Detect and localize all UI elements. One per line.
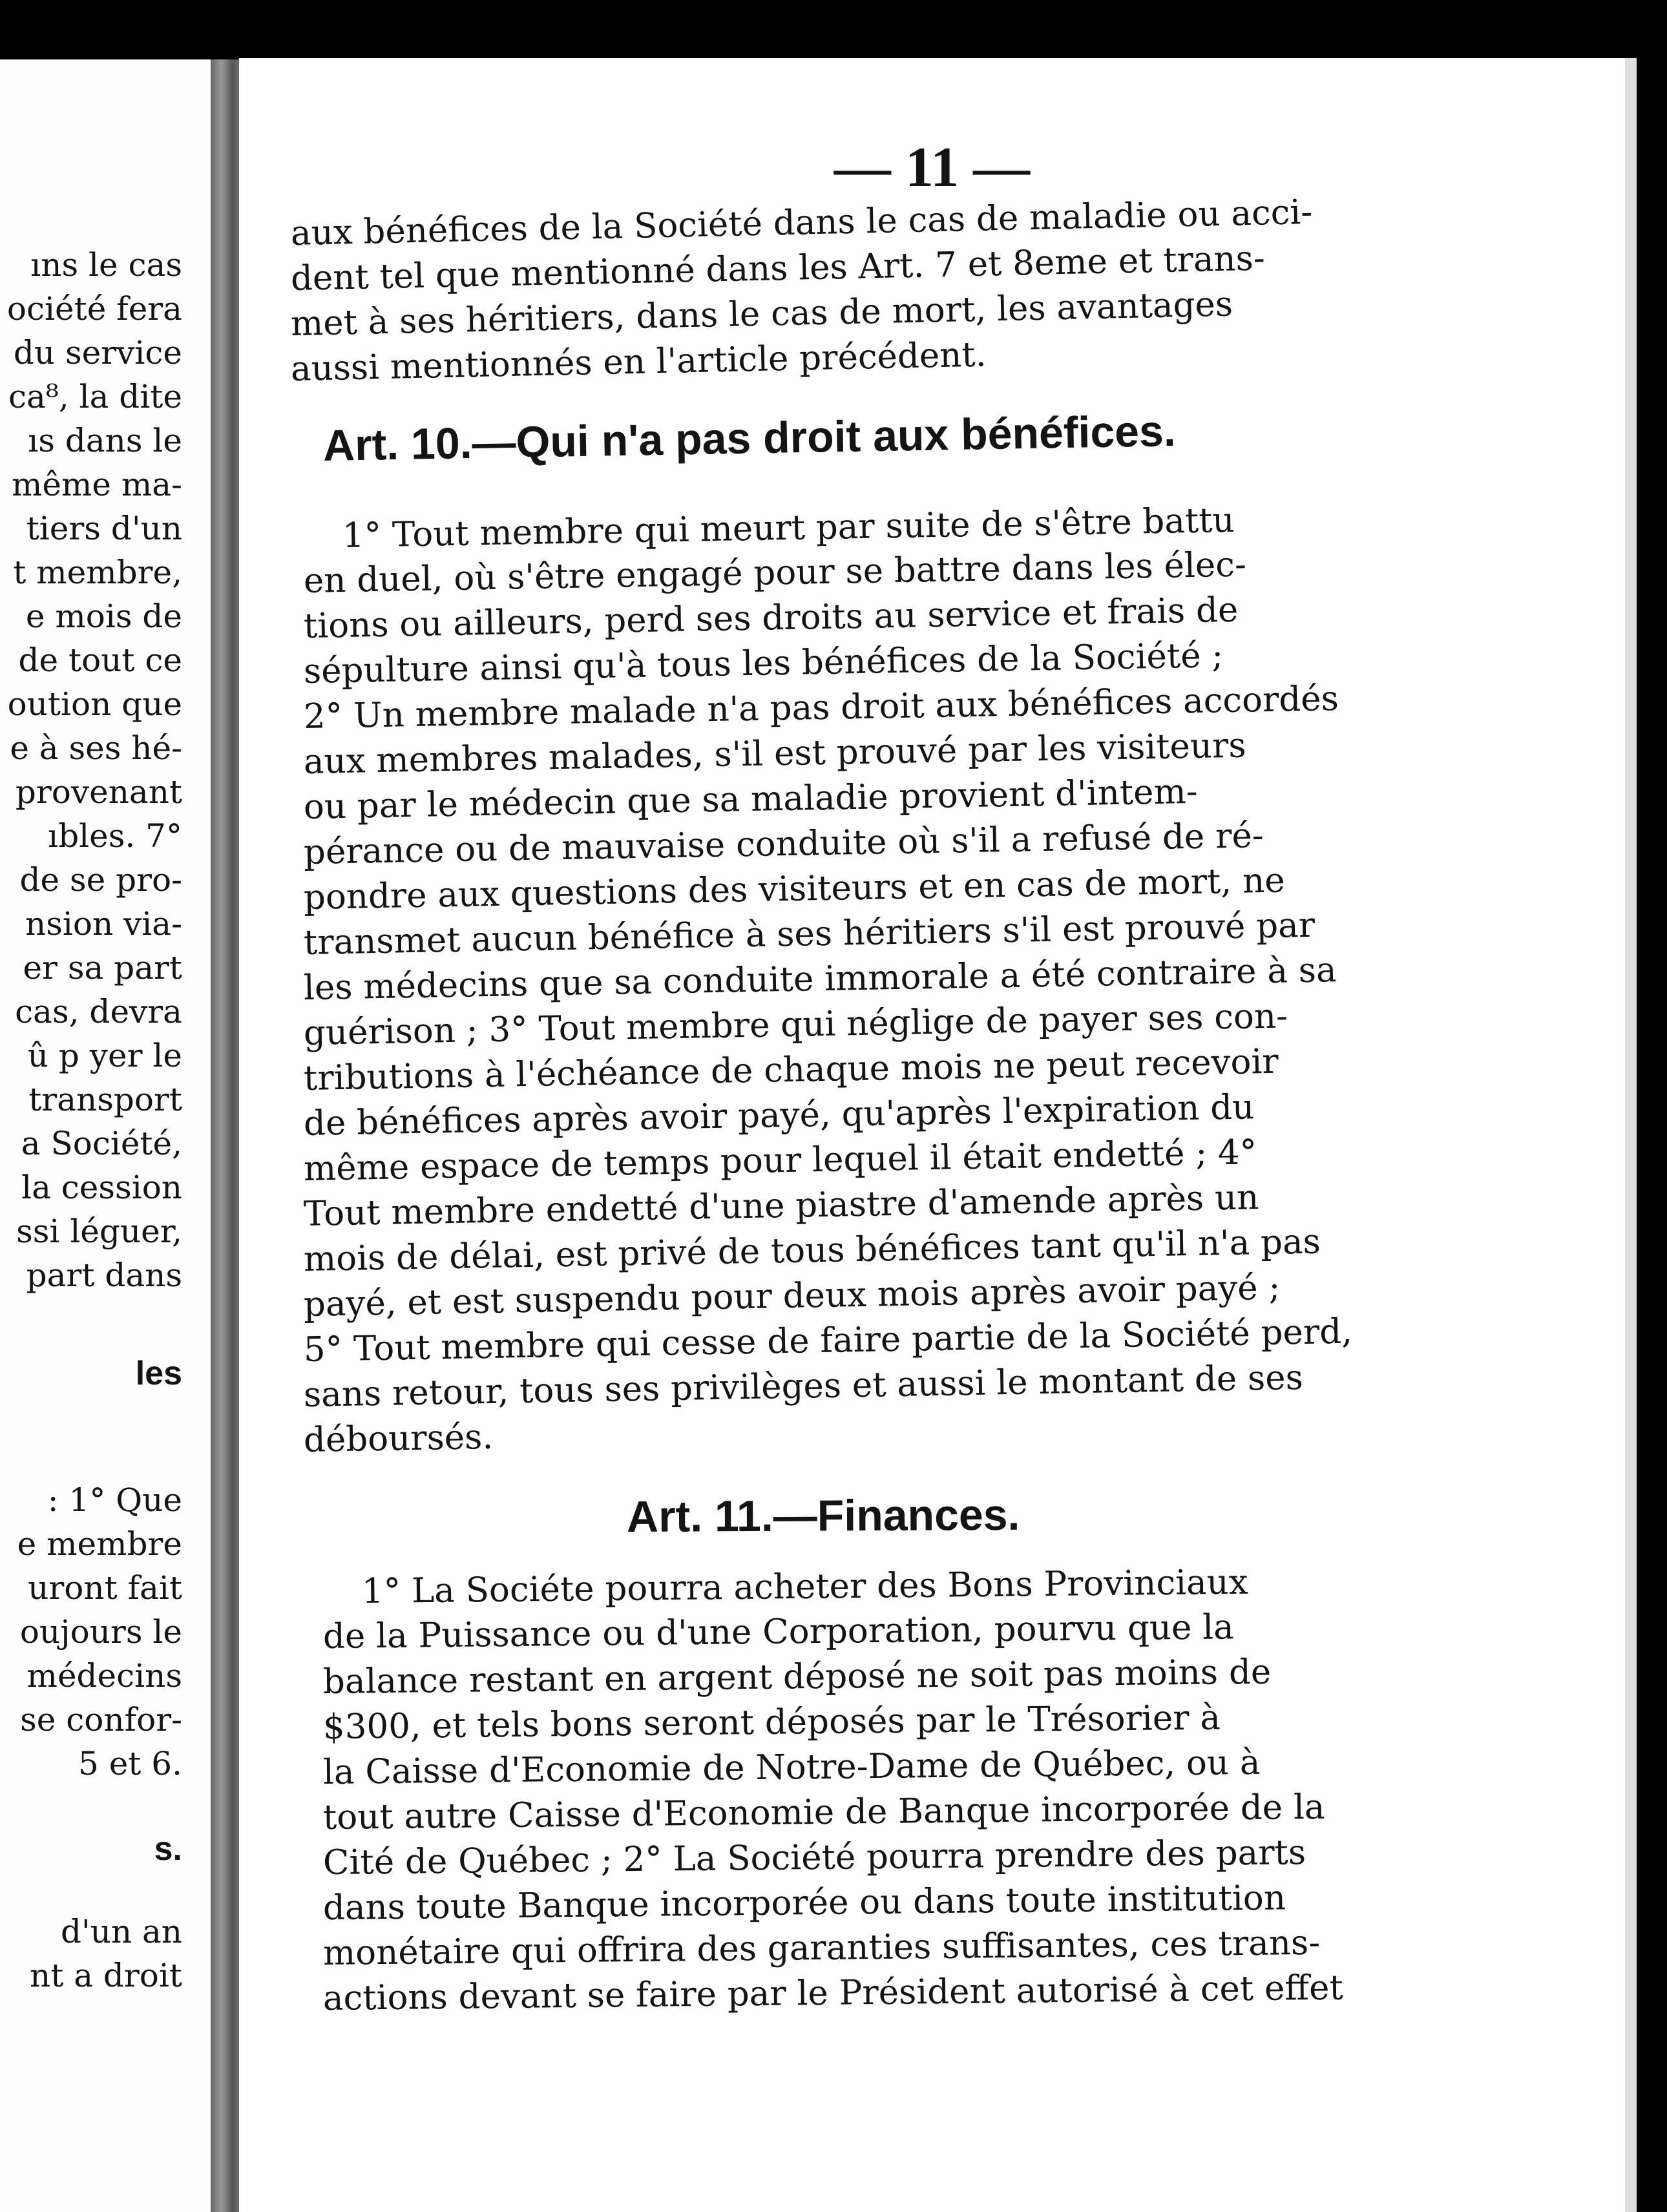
text-line: sépulture ainsi qu'à tous les bénéfices de la Société ; bbox=[303, 636, 1224, 691]
left-text-line: û p yer le bbox=[27, 1037, 182, 1074]
left-text-line: e mois de bbox=[25, 598, 182, 635]
article-10-heading: Art. 10.—Qui n'a pas droit aux bénéfices. bbox=[322, 406, 1177, 470]
page-edge bbox=[1625, 58, 1637, 2212]
left-text-line: nt a droit bbox=[30, 1957, 182, 1994]
left-text-line: e à ses hé- bbox=[10, 729, 182, 767]
text-line: aux bénéfices de la Société dans le cas de maladie ou acci- bbox=[290, 192, 1313, 253]
text-line: pondre aux questions des visiteurs et en cas de mort, ne bbox=[303, 861, 1286, 917]
left-text-line: e membre bbox=[17, 1525, 182, 1563]
text-line: sans retour, tous ses privilèges et aussi le montant de ses bbox=[303, 1358, 1304, 1415]
text-line: de la Puissance ou d'une Corporation, pourvu que la bbox=[322, 1607, 1235, 1656]
text-line: monétaire qui offrira des garanties suffisantes, ces trans- bbox=[322, 1923, 1321, 1973]
text-line: tout autre Caisse d'Economie de Banque incorporée de la bbox=[322, 1787, 1325, 1837]
left-text-line: de tout ce bbox=[18, 642, 182, 679]
text-line: dent tel que mentionné dans les Art. 7 et 8eme et trans- bbox=[290, 238, 1266, 298]
left-text-line: t membre, bbox=[13, 554, 182, 591]
left-text-line: la cession bbox=[21, 1169, 182, 1206]
left-text-line: uront fait bbox=[28, 1569, 182, 1607]
left-text-line: ociété fera bbox=[6, 290, 182, 328]
text-line: actions devant se faire par le Président autorisé à cet effet bbox=[322, 1968, 1344, 2018]
left-text-line: se confor- bbox=[20, 1701, 182, 1738]
left-text-line: ca⁸, la dite bbox=[8, 378, 182, 415]
left-text-line: part dans bbox=[26, 1257, 182, 1294]
text-line: guérison ; 3° Tout membre qui néglige de payer ses con- bbox=[303, 996, 1288, 1053]
left-text-line: oujours le bbox=[19, 1613, 182, 1651]
left-text-line: ssi léguer, bbox=[16, 1213, 182, 1250]
text-line: balance restant en argent déposé ne soit pas moins de bbox=[322, 1652, 1272, 1702]
text-line: met à ses héritiers, dans le cas de mort, les avantages bbox=[290, 284, 1233, 344]
text-line: les médecins que sa conduite immorale a été contraire à sa bbox=[303, 950, 1337, 1008]
text-line: en duel, où s'être engagé pour se battre dans les élec- bbox=[303, 545, 1247, 601]
left-text-line: er sa part bbox=[23, 949, 182, 986]
left-text-line: ıbles. 7° bbox=[48, 817, 182, 855]
left-text-line: a Société, bbox=[21, 1125, 182, 1162]
text-line: Tout membre endetté d'une piastre d'amende après un bbox=[303, 1178, 1259, 1234]
text-line: $300, et tels bons seront déposés par le Trésorier à bbox=[322, 1698, 1221, 1747]
left-text-line: de se pro- bbox=[19, 861, 182, 899]
text-line: même espace de temps pour lequel il était endetté ; 4° bbox=[303, 1132, 1257, 1189]
left-text-line: du service bbox=[13, 334, 182, 371]
text-line: 1° Tout membre qui meurt par suite de s'être battu bbox=[342, 500, 1235, 556]
text-line: ou par le médecin que sa maladie provient d'intem- bbox=[303, 771, 1199, 827]
text-line: dans toute Banque incorporée ou dans toute institution bbox=[322, 1878, 1286, 1928]
left-text-line: provenant bbox=[15, 773, 182, 811]
text-line: la Caisse d'Economie de Notre-Dame de Québec, ou à bbox=[322, 1742, 1261, 1792]
text-line: mois de délai, est privé de tous bénéfices tant qu'il n'a pas bbox=[303, 1222, 1321, 1279]
text-line: Cité de Québec ; 2° La Société pourra prendre des parts bbox=[322, 1833, 1306, 1883]
text-line: 2° Un membre malade n'a pas droit aux bénéfices accordés bbox=[303, 679, 1339, 736]
text-line: tributions à l'échéance de chaque mois ne peut recevoir bbox=[303, 1041, 1279, 1098]
text-line: 1° La Sociéte pourra acheter des Bons Provinciaux bbox=[361, 1562, 1248, 1611]
text-line: tions ou ailleurs, perd ses droits au service et frais de bbox=[303, 590, 1239, 646]
left-text-line: même ma- bbox=[11, 466, 182, 503]
page-number: — 11 — bbox=[834, 136, 1031, 199]
left-heading-fragment: s. bbox=[154, 1830, 182, 1868]
left-text-line: tiers d'un bbox=[26, 510, 182, 547]
left-text-line: : 1° Que bbox=[47, 1481, 182, 1519]
left-text-line: oution que bbox=[7, 685, 182, 723]
left-text-line: médecins bbox=[26, 1657, 182, 1695]
text-line: déboursés. bbox=[303, 1417, 494, 1460]
left-page-fragment bbox=[0, 59, 220, 2212]
text-line: de bénéfices après avoir payé, qu'après l'expiration du bbox=[303, 1087, 1255, 1143]
left-text-line: transport bbox=[28, 1081, 182, 1118]
left-text-line: cas, devra bbox=[15, 993, 182, 1030]
left-heading-fragment: les bbox=[135, 1355, 182, 1392]
left-text-line: d'un an bbox=[60, 1913, 182, 1950]
left-text-line: ıns le cas bbox=[30, 246, 182, 284]
text-line: aux membres malades, s'il est prouvé par les visiteurs bbox=[303, 725, 1247, 782]
text-line: 5° Tout membre qui cesse de faire partie de la Société perd, bbox=[303, 1311, 1353, 1370]
text-line: pérance ou de mauvaise conduite où s'il a refusé de ré- bbox=[303, 816, 1264, 872]
text-line: aussi mentionnés en l'article précédent. bbox=[290, 335, 987, 389]
text-line: payé, et est suspendu pour deux mois après avoir payé ; bbox=[303, 1268, 1281, 1324]
left-text-line: nsion via- bbox=[25, 905, 182, 943]
left-text-line: 5 et 6. bbox=[78, 1745, 182, 1782]
text-line: transmet aucun bénéfice à ses héritiers s'il est prouvé par bbox=[303, 905, 1316, 963]
article-11-heading: Art. 11.—Finances. bbox=[626, 1490, 1020, 1541]
left-text-line: ıs dans le bbox=[28, 422, 182, 459]
page-11 bbox=[239, 58, 1625, 2212]
